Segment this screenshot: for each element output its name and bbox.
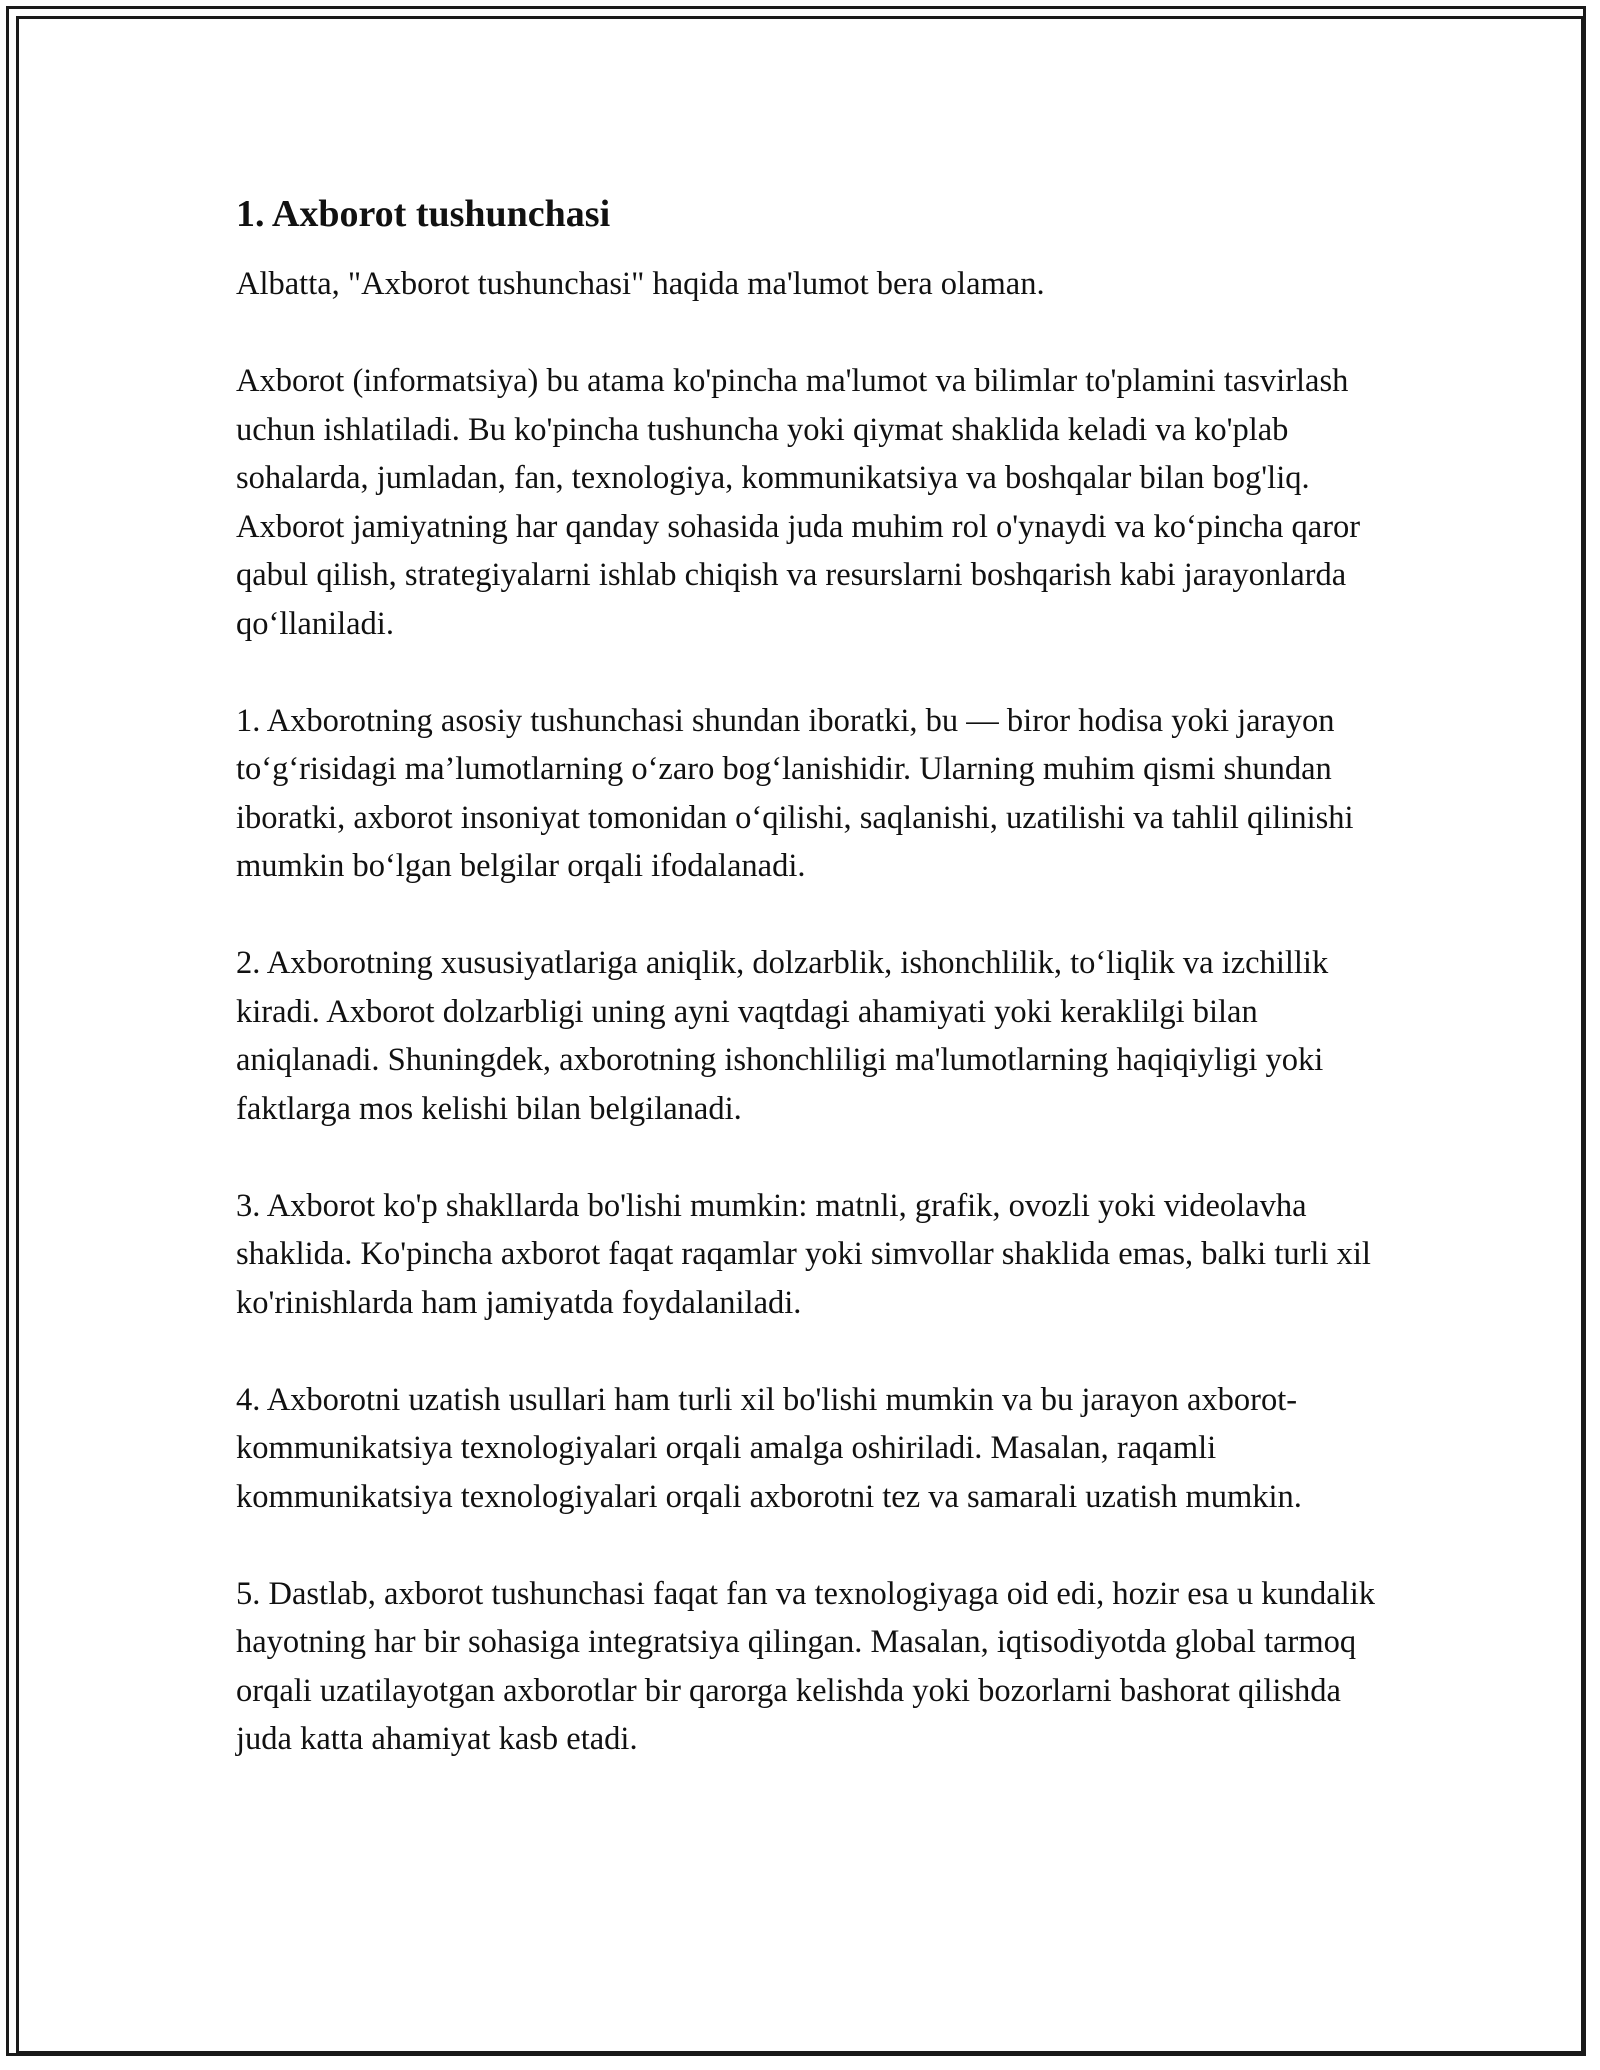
intro-paragraph: Albatta, "Axborot tushunchasi" haqida ma'lumot bera olaman. [236, 266, 1045, 302]
document-title: 1. Axborot tushunchasi [236, 193, 611, 235]
point-3-paragraph: 3. Axborot ko'p shakllarda bo'lishi mumkin: matnli, grafik, ovozli yoki videolavha shaklida. Ko'pincha axborot faqat raqamlar yoki simvollar shaklida emas, balki turli xil ko'rinishlarda ham jamiyatda foydalaniladi. [236, 1187, 1371, 1321]
point-1-paragraph: 1. Axborotning asosiy tushunchasi shundan iboratki, bu — biror hodisa yoki jarayon to‘g‘risidagi ma’lumotlarning o‘zaro bog‘lanishidir. Ularning muhim qismi shundan iboratki, axborot insoniyat tomonidan o‘qilishi, saqlanishi, uzatilishi va tahlil qilinishi mumkin bo‘lgan belgilar orqali ifodalanadi. [236, 702, 1354, 884]
point-5-paragraph: 5. Dastlab, axborot tushunchasi faqat fan va texnologiyaga oid edi, hozir esa u kundalik hayotning har bir sohasiga integratsiya qilingan. Masalan, iqtisodiyotda global tarmoq orqali uzatilayotgan axborotlar bir qarorga kelishda yoki bozorlarni bashorat qilishda juda katta ahamiyat kasb etadi. [236, 1575, 1375, 1757]
definition-paragraph: Axborot (informatsiya) bu atama ko'pincha ma'lumot va bilimlar to'plamini tasvirlash uchun ishlatiladi. Bu ko'pincha tushuncha yoki qiymat shaklida keladi va ko'plab sohalarda, jumladan, fan, texnologiya, kommunikatsiya va boshqalar bilan bog'liq. Axborot jamiyatning har qanday sohasida juda muhim rol o'ynaydi va ko‘pincha qaror qabul qilish, strategiyalarni ishlab chiqish va resurslarni boshqarish kabi jarayonlarda qo‘llaniladi. [236, 363, 1361, 642]
point-2-paragraph: 2. Axborotning xususiyatlariga aniqlik, dolzarblik, ishonchlilik, to‘liqlik va izchillik kiradi. Axborot dolzarbligi uning ayni vaqtdagi ahamiyati yoki keraklilgi bilan aniqlanadi. Shuningdek, axborotning ishonchliligi ma'lumotlarning haqiqiyligi yoki faktlarga mos kelishi bilan belgilanadi. [236, 945, 1329, 1127]
document-page [236, 188, 1386, 1812]
point-4-paragraph: 4. Axborotni uzatish usullari ham turli xil bo'lishi mumkin va bu jarayon axborot-kommunikatsiya texnologiyalari orqali amalga oshiriladi. Masalan, raqamli kommunikatsiya texnologiyalari orqali axborotni tez va samarali uzatish mumkin. [236, 1381, 1302, 1515]
